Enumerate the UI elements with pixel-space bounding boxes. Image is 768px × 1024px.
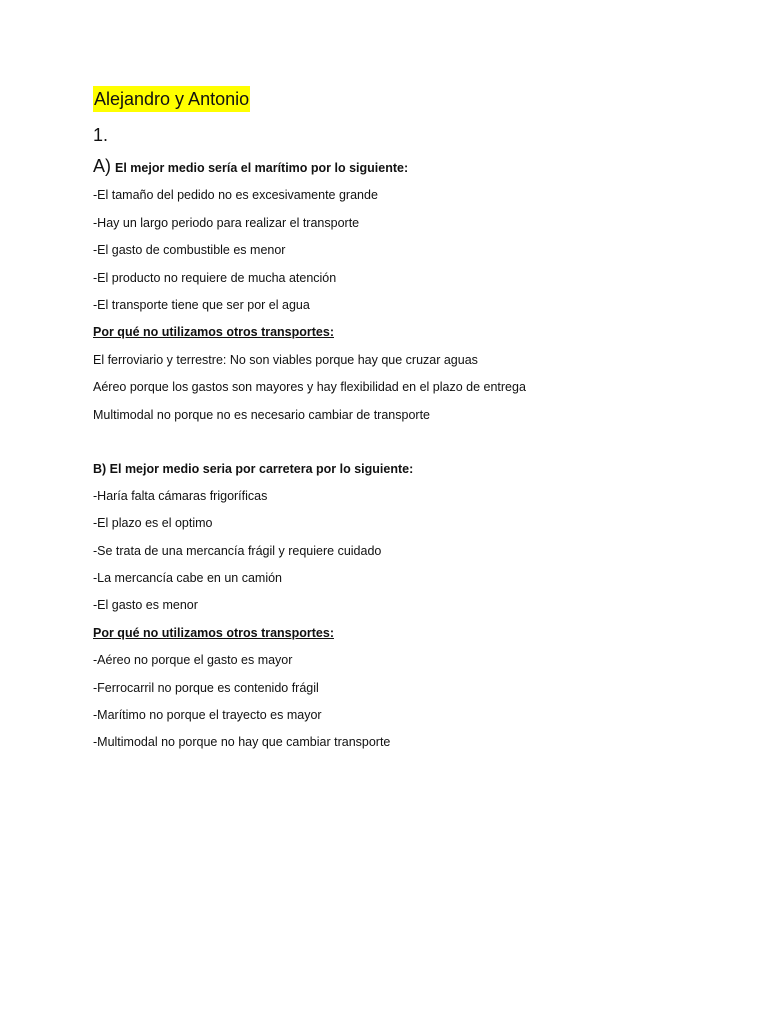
section-b-heading: B) El mejor medio seria por carretera por lo siguiente: xyxy=(93,461,414,476)
section-a-reason: -El transporte tiene que ser por el agua xyxy=(93,297,310,312)
section-b-reason: -Haría falta cámaras frigoríficas xyxy=(93,488,268,503)
item-number: 1. xyxy=(93,125,109,145)
section-a-heading xyxy=(93,157,733,177)
section-a-letter: A) xyxy=(93,156,111,176)
section-a-other: El ferroviario y terrestre: No son viables porque hay que cruzar aguas xyxy=(93,352,478,367)
section-a-reason: -Hay un largo periodo para realizar el transporte xyxy=(93,215,360,230)
document-title: Alejandro y Antonio xyxy=(93,86,250,112)
document-body xyxy=(93,86,733,751)
section-b-other: -Aéreo no porque el gasto es mayor xyxy=(93,653,293,668)
section-b-other: -Ferrocarril no porque es contenido frágil xyxy=(93,680,319,695)
section-b-reason: -El plazo es el optimo xyxy=(93,516,213,531)
section-a-other: Aéreo porque los gastos son mayores y hay flexibilidad en el plazo de entrega xyxy=(93,380,526,395)
section-b-reason: -Se trata de una mercancía frágil y requiere cuidado xyxy=(93,543,382,558)
section-a-reason: -El producto no requiere de mucha atención xyxy=(93,270,337,285)
section-b-subheading: Por qué no utilizamos otros transportes: xyxy=(93,625,334,640)
title-row xyxy=(93,86,733,112)
section-b-reason: -La mercancía cabe en un camión xyxy=(93,571,282,586)
section-a-subheading: Por qué no utilizamos otros transportes: xyxy=(93,325,334,340)
section-a-reason: -El gasto de combustible es menor xyxy=(93,243,286,258)
section-a-other: Multimodal no porque no es necesario cambiar de transporte xyxy=(93,407,430,422)
section-b-other: -Multimodal no porque no hay que cambiar transporte xyxy=(93,735,391,750)
section-a-reason: -El tamaño del pedido no es excesivamente grande xyxy=(93,188,378,203)
section-b-reason: -El gasto es menor xyxy=(93,598,198,613)
section-b-other: -Marítimo no porque el trayecto es mayor xyxy=(93,708,322,723)
section-a-heading-text: El mejor medio sería el marítimo por lo siguiente: xyxy=(115,161,409,175)
